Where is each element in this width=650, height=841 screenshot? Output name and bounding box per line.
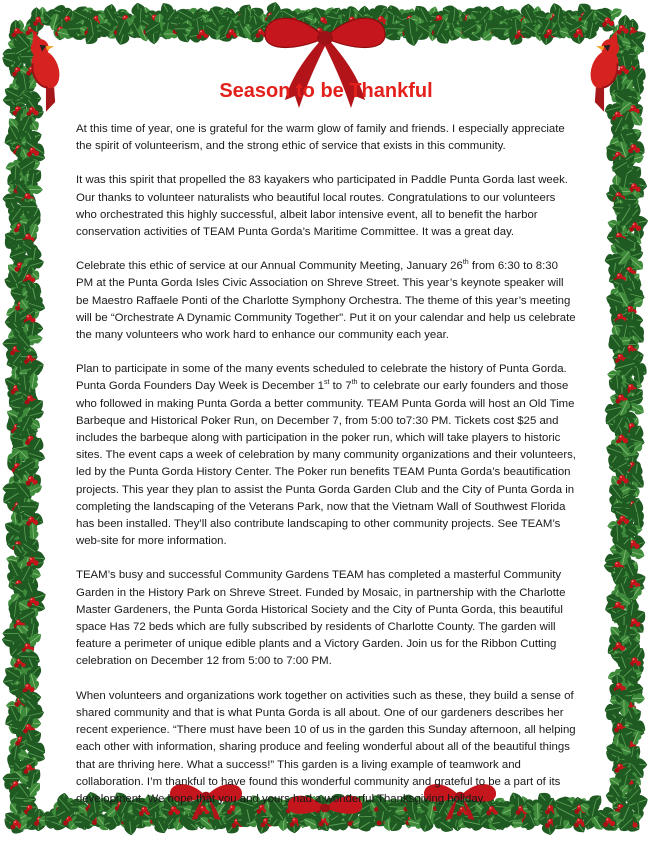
paragraph-list	[76, 121, 576, 808]
page-title: Season to be Thankful	[219, 80, 433, 102]
paragraph-text: to 7	[329, 380, 352, 393]
paragraph-text: Plan to participate in some of the many events scheduled to celebrate the history of Punta Gorda. Punta Gorda Founders Day Week is December 1	[76, 363, 567, 393]
paragraph	[76, 258, 576, 344]
paragraph-text: At this time of year, one is grateful for the warm glow of family and friends. I especially appreciate the spirit of volunteerism, and the strong ethic of service that exists in this community.	[76, 123, 565, 153]
paragraph-text: TEAM’s busy and successful Community Gardens TEAM has completed a masterful Community Garden in the History Park on Shreve Street. Funded by Mosaic, in partnership with the Charlotte Master Gardeners, the Punta Gorda Historical Society and the City of Punta Gorda, this beautiful space Has 72 beds which are fully subscribed by residents of Charlotte County. The garden will feature a perimeter of unique edible plants and a Victory Garden. Join us for the Ribbon Cutting celebration on December 12 from 5:00 to 7:00 PM.	[76, 569, 566, 668]
paragraph-text: Celebrate this ethic of service at our Annual Community Meeting, January 26	[76, 260, 463, 273]
paragraph-text: to celebrate our early founders and those who followed in making Punta Gorda a better community. TEAM Punta Gorda will host an Old Time Barbeque and Historical Poker Run, on December 7, from 5:00 to7:30 PM. Tickets cost $25 and includes the barbeque along with participation in the poker run, which will take players to historic sites. The event caps a week of celebration by many community organizations and their volunteers, led by the Punta Gorda History Center. The Poker run benefits TEAM Punta Gorda’s beautification projects. This year they plan to assist the Punta Gorda Garden Club and the City of Punta Gorda in completing the landscaping of the Veterans Park, now that the Vietnam Wall of Southwest Florida has been installed. They’ll also contribute landscaping to other community projects. See TEAM’s web-site for more information.	[76, 380, 576, 548]
ordinal-suffix: th	[351, 379, 358, 387]
paragraph	[76, 567, 576, 670]
paragraph-text: It was this spirit that propelled the 83 kayakers who participated in Paddle Punta Gorda last week. Our thanks to volunteer naturalists who beautiful local routes. Congratulations to our volunteers who orchestrated this highly successful, albeit labor intensive event, all to benefit the harbor conservation activities of TEAM Punta Gorda’s Maritime Committee. It was a great day.	[76, 174, 568, 239]
paragraph	[76, 172, 576, 241]
letter-body	[76, 80, 576, 825]
ordinal-suffix: th	[462, 259, 469, 267]
paragraph	[76, 361, 576, 550]
paragraph	[76, 121, 576, 155]
paragraph-text: from 6:30 to 8:30 PM at the Punta Gorda Isles Civic Association on Shreve Street. This year’s keynote speaker will be Maestro Raffaele Ponti of the Charlotte Symphony Orchestra. The theme of this year’s meeting will be “Orchestrate A Dynamic Community Together". Put it on your calendar and help us celebrate the many volunteers who work hard to enhance our community each year.	[76, 260, 576, 342]
paragraph-text: When volunteers and organizations work together on activities such as these, they build a sense of shared community and that is what Punta Gorda is all about. One of our gardeners describes her recent experience. “There must have been 10 of us in the garden this Sunday afternoon, all helping each other with information, sharing produce and feeling wonderful about all of the beautiful things that are thriving here. What a success!” This garden is a living example of teamwork and collaboration. I’m thankful to have found this wonderful community and grateful to be a part of its development. We hope that you and yours had a wonderful Thanksgiving holiday.	[76, 689, 576, 805]
ordinal-suffix: st	[323, 379, 330, 387]
paragraph	[76, 688, 576, 808]
